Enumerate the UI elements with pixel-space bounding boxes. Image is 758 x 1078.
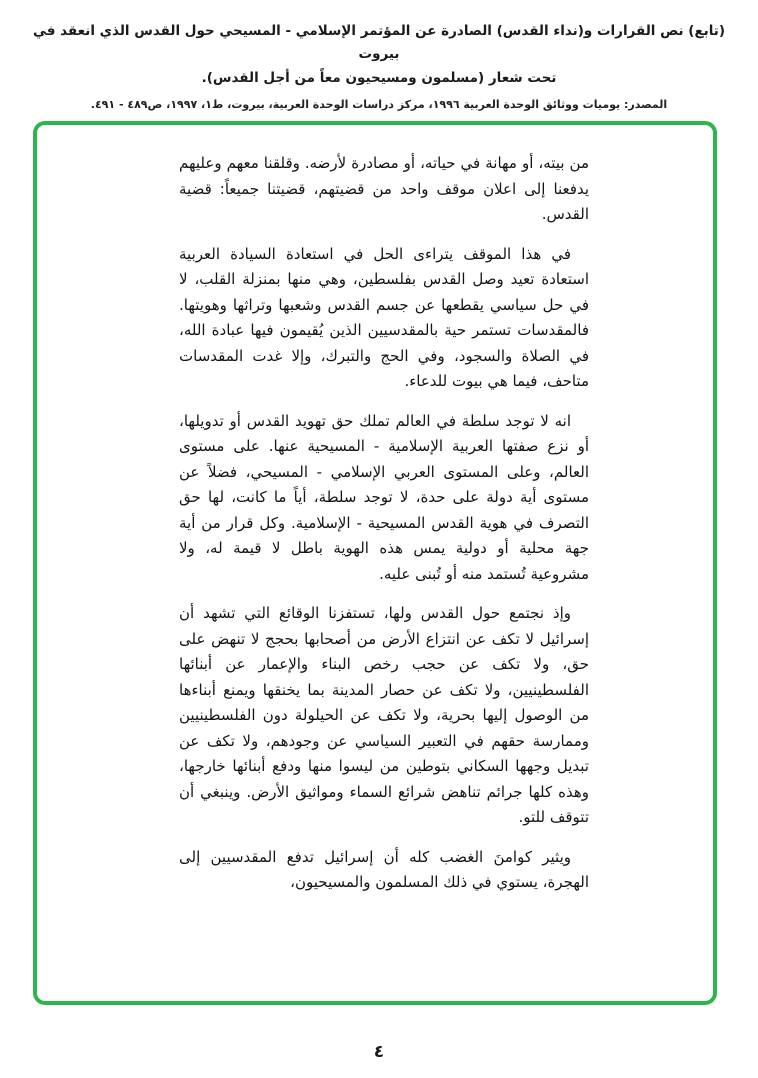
document-body (179, 151, 589, 896)
page-header (0, 20, 758, 111)
header-subtitle: تحت شعار (مسلمون ومسيحيون معاً من أجل القدس). (201, 69, 557, 86)
paragraph: انه لا توجد سلطة في العالم تملك حق تهويد القدس أو تدويلها، أو نزع صفتها العربية الإسلامية - المسيحية عنها. على مستوى العالم، وعلى المستوى العربي الإسلامي - المسيحي، فضلاً عن مستوى أية دولة على حدة، لا توجد سلطة، أياً ما كانت، لها حق التصرف في هوية القدس المسيحية - الإسلامية. وكل قرار من أية جهة محلية أو دولية يمس هذه الهوية باطل لا قيمة له، ولا مشروعية تُستمد منه أو تُبنى عليه. (179, 411, 589, 583)
paragraph: ويثير كوامنَ الغضب كله أن إسرائيل تدفع المقدسيين إلى الهجرة، يستوي في ذلك المسلمون والمسيحيون، (179, 847, 589, 891)
paragraph: وإذ نجتمع حول القدس ولها، تستفزنا الوقائع التي تشهد أن إسرائيل لا تكف عن انتزاع الأرض من أصحابها بحجج لا تنهض على حق، ولا تكف عن حجب رخص البناء والإعمار عن أبنائها الفلسطينيين، ولا تكف عن حصار المدينة بما يخنقها ويمنع أبناءها من الوصول إليها بحرية، ولا تكف عن الحيلولة دون الفلسطينيين وممارسة حقهم في التعبير السياسي عن وجودهم، ولا تكف عن تبديل وجهها السكاني بتوطين من ليسوا منها ودفع أبنائها خارجها، وهذه كلها جرائم تناهض شرائع السماء ومواثيق الأرض. وينبغي أن تتوقف للتو. (179, 604, 589, 826)
scanned-document-frame (33, 121, 717, 1005)
page-number: ٤ (373, 1042, 385, 1062)
paragraph-continuation: من بيته، أو مهانة في حياته، أو مصادرة لأرضه. وقلقنا معهم وعليهم يدفعنا إلى اعلان موقف واحد من قضيتهم، قضيتنا جميعاً: قضية القدس. (179, 154, 589, 223)
header-source-citation: المصدر: يوميات ووثائق الوحدة العربية ١٩٩٦، مركز دراسات الوحدة العربية، بيروت، ط١، ١٩٩٧، ص٤٨٩ - ٤٩١. (90, 97, 668, 111)
header-title: (تابع) نص القرارات و(نداء القدس) الصادرة عن المؤتمر الإسلامي - المسيحي حول القدس الذي انعقد في بيروت (32, 23, 726, 62)
paragraph: في هذا الموقف يتراءى الحل في استعادة السيادة العربية استعادة تعيد وصل القدس بفلسطين، وهي منها بمنزلة القلب، لا في حل سياسي يقطعها عن جسم القدس وشعبها وتراثها وهويتها. فالمقدسات تستمر حية بالمقدسيين الذين يُقيمون فيها عبادة الله، في الصلاة والسجود، وفي الحج والتبرك، وإلا غدت المقدسات متاحف، فيما هي بيوت للدعاء. (179, 244, 589, 390)
